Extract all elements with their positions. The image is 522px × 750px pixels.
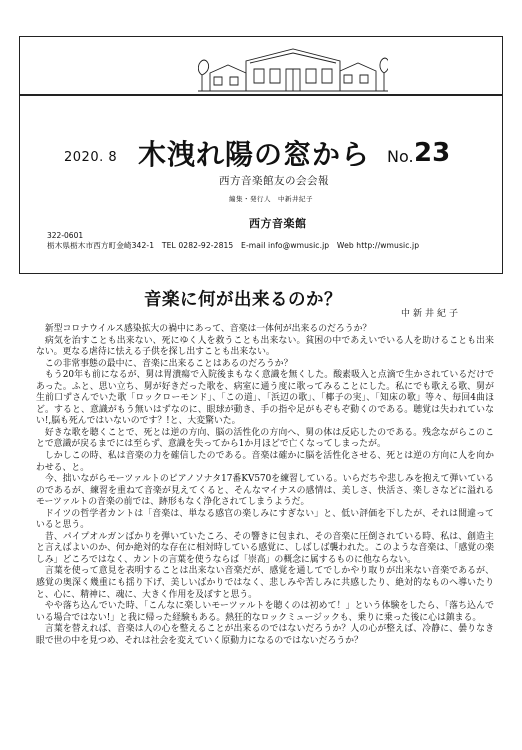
editor-credit: 編集・発行人 中新井紀子 bbox=[229, 195, 313, 203]
masthead bbox=[19, 36, 503, 274]
music-hall-building-illustration bbox=[198, 45, 388, 95]
issue-number-label: No. bbox=[387, 147, 414, 166]
article-body bbox=[36, 324, 494, 647]
issue-date: 2020. 8 bbox=[64, 150, 118, 165]
article-paragraph: 新型コロナウイルス感染拡大の禍中にあって、音楽は一体何が出来るのだろうか？ bbox=[44, 324, 372, 334]
postal-code: 322-0601 bbox=[47, 231, 84, 240]
article-paragraph: この非常事態の最中に、音楽に出来ることはあるのだろうか？ bbox=[44, 358, 293, 369]
article-paragraph: もう20年も前になるが、舅は胃潰瘍で入院後まもなく意識を無くした。酸素吸入と点滴で生かされているだけであった。ふと、思い立ち、舅が好きだった歌を、病室に通う度に歌ってみることにした。私にでも歌える歌、舅が生前口ずさんでいた歌「ロックローモンド」、「この道」、「浜辺の歌」、「椰子の実」、「知床の歌」等々、毎回4曲ほど。すると、意識がもう無いはずなのに、眼球が動き、手の指や足がもぞもぞ動くのである。聴覚は失われていない!,脳も死んではいないのです？!と、大変驚いた。 bbox=[36, 370, 494, 427]
article-paragraph: ドイツの哲学者カントは「音楽は、単なる感官の楽しみにすぎない」と、低い評価を下したが、それは間違っていると思う。 bbox=[36, 508, 494, 531]
masthead-rule bbox=[20, 94, 502, 96]
newsletter-subtitle: 西方音楽館友の会会報 bbox=[219, 175, 329, 187]
article-paragraph: 言葉を使って意見を表明することは出来ない音楽だが、感覚を通してでしかやり取りが出来ない音楽であるが、感覚の奥深く幾重にも揺り下げ、美しいばかりではなく、悲しみや苦しみに共感したり、絶対的なものへ導いたりと、心に、精神に、魂に、大きく作用を及ぼすと思う。 bbox=[36, 566, 494, 600]
issue-number: 23 bbox=[414, 138, 451, 168]
article-paragraph: 好きな歌を聴くことで、死とは逆の方向、脳の活性化の方向へ、舅の体は反応したのである。残念ながらこのことで意識が戻るまでには至らず、意識を失ってから1か月ほどで亡くなってしまったが。 bbox=[36, 427, 494, 450]
newsletter-title: 木洩れ陽の窓から bbox=[138, 138, 371, 171]
article-paragraph: 今、拙いながらモーツァルトのピアノソナタ17番KV570を練習している。いらだちや悲しみを抱えて弾いているのであるが、練習を重ねて音楽が見えてくると、そんなマイナスの感情は、美しさ、快活さ、楽しさなどに溢れるモーツァルトの音楽の前では、跡形もなく浄化されてしまうようだ。 bbox=[36, 474, 494, 508]
article-paragraph: 昔、パイプオルガンばかりを弾いていたころ、その響きに包まれ、その音楽に圧倒されている時、私は、創造主と言えばよいのか、何か絶対的な存在に相対時している感覚に、しばしば襲われた。このような音楽は、「感覚の楽しみ」どころではなく、カントの言葉を使うならば「崇高」の概念に属するものに他ならない。 bbox=[36, 531, 494, 565]
article-paragraph: やや落ち込んでいた時、「こんなに楽しいモーツァルトを聴くのは初めて！」という体験をしたら、「落ち込んでいる場合ではない!」と我に帰った経験もある。熱狂的なロックミュージックも、乗りに乗った後に心は鎮まる。 bbox=[36, 601, 494, 623]
article-author: 中新井紀子 bbox=[401, 309, 462, 319]
article-paragraph: しかしこの時、私は音楽の力を確信したのである。音楽は確かに脳を活性化させる、死とは逆の方向に人を向かわせる、と。 bbox=[36, 451, 494, 473]
article-title: 音楽に何が出来るのか？ bbox=[144, 290, 342, 310]
article-paragraph: 病気を治すことも出来ない、死にゆく人を救うことも出来ない。貧困の中であえいでいる人を助けることも出来ない。更なる虐待に怯える子供を探し出すことも出来ない。 bbox=[36, 335, 494, 358]
article-paragraph: 言葉を替えれば、音楽は人の心を整えることが出来るのではないだろうか？人の心が整えば、冷静に、曇りなき眼で世の中を見つめ、それは社会を変えていく原動力になるのではないだろうか？ bbox=[36, 624, 494, 646]
contact-line: 栃木県栃木市西方町金崎342-1 TEL 0282-92-2815 E-mail info@wmusic.jp Web http://wmusic.jp bbox=[47, 241, 420, 250]
publisher-name: 西方音楽館 bbox=[249, 217, 307, 230]
